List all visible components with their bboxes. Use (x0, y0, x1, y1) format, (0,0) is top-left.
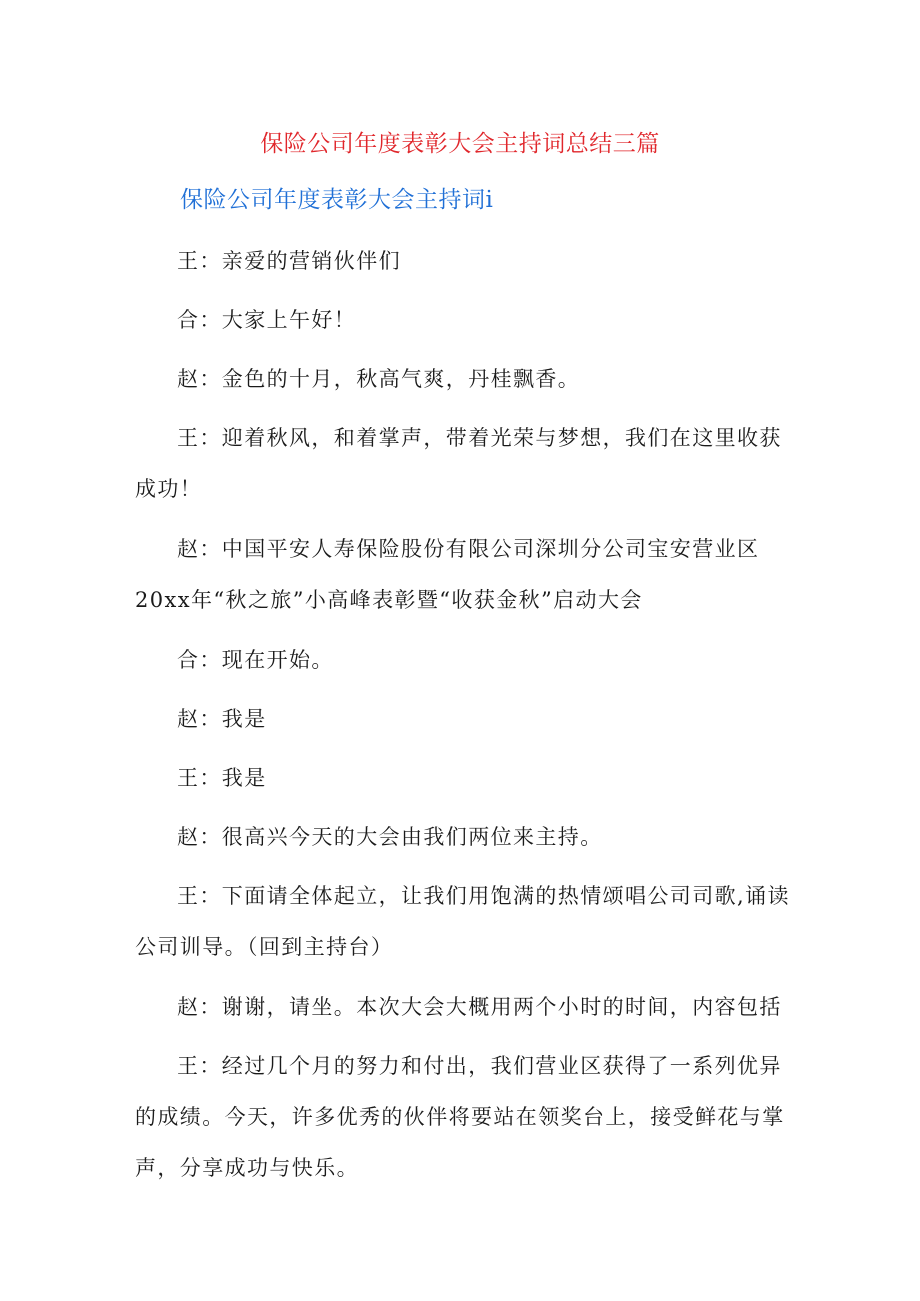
paragraph: 王：下面请全体起立，让我们用饱满的热情颂唱公司司歌,诵读公司训导。（回到主持台） (135, 884, 790, 959)
paragraph: 赵：谢谢，请坐。本次大会大概用两个小时的时间，内容包括 (177, 995, 782, 1019)
document-body (135, 244, 795, 1211)
paragraph: 赵：很高兴今天的大会由我们两位来主持。 (177, 825, 603, 849)
paragraph: 赵：中国平安人寿保险股份有限公司深圳分公司宝安营业区20xx年“秋之旅”小高峰表彰暨“收获金秋”启动大会 (135, 537, 760, 612)
paragraph: 王：经过几个月的努力和付出，我们营业区获得了一系列优异的成绩。今天，许多优秀的伙伴将要站在领奖台上，接受鲜花与掌声，分享成功与快乐。 (135, 1054, 785, 1180)
paragraph: 王：亲爱的营销伙伴们 (177, 249, 401, 273)
paragraph: 赵：金色的十月，秋高气爽，丹桂飘香。 (177, 367, 581, 391)
paragraph: 王：我是 (177, 766, 267, 790)
paragraph: 王：迎着秋风，和着掌声，带着光荣与梦想，我们在这里收获成功！ (135, 426, 782, 501)
document-title: 保险公司年度表彰大会主持词总结三篇 (260, 131, 660, 157)
section-heading: 保险公司年度表彰大会主持词i (180, 187, 494, 213)
paragraph: 合：现在开始。 (177, 648, 334, 672)
paragraph: 合：大家上午好！ (177, 308, 357, 332)
paragraph: 赵：我是 (177, 707, 267, 731)
